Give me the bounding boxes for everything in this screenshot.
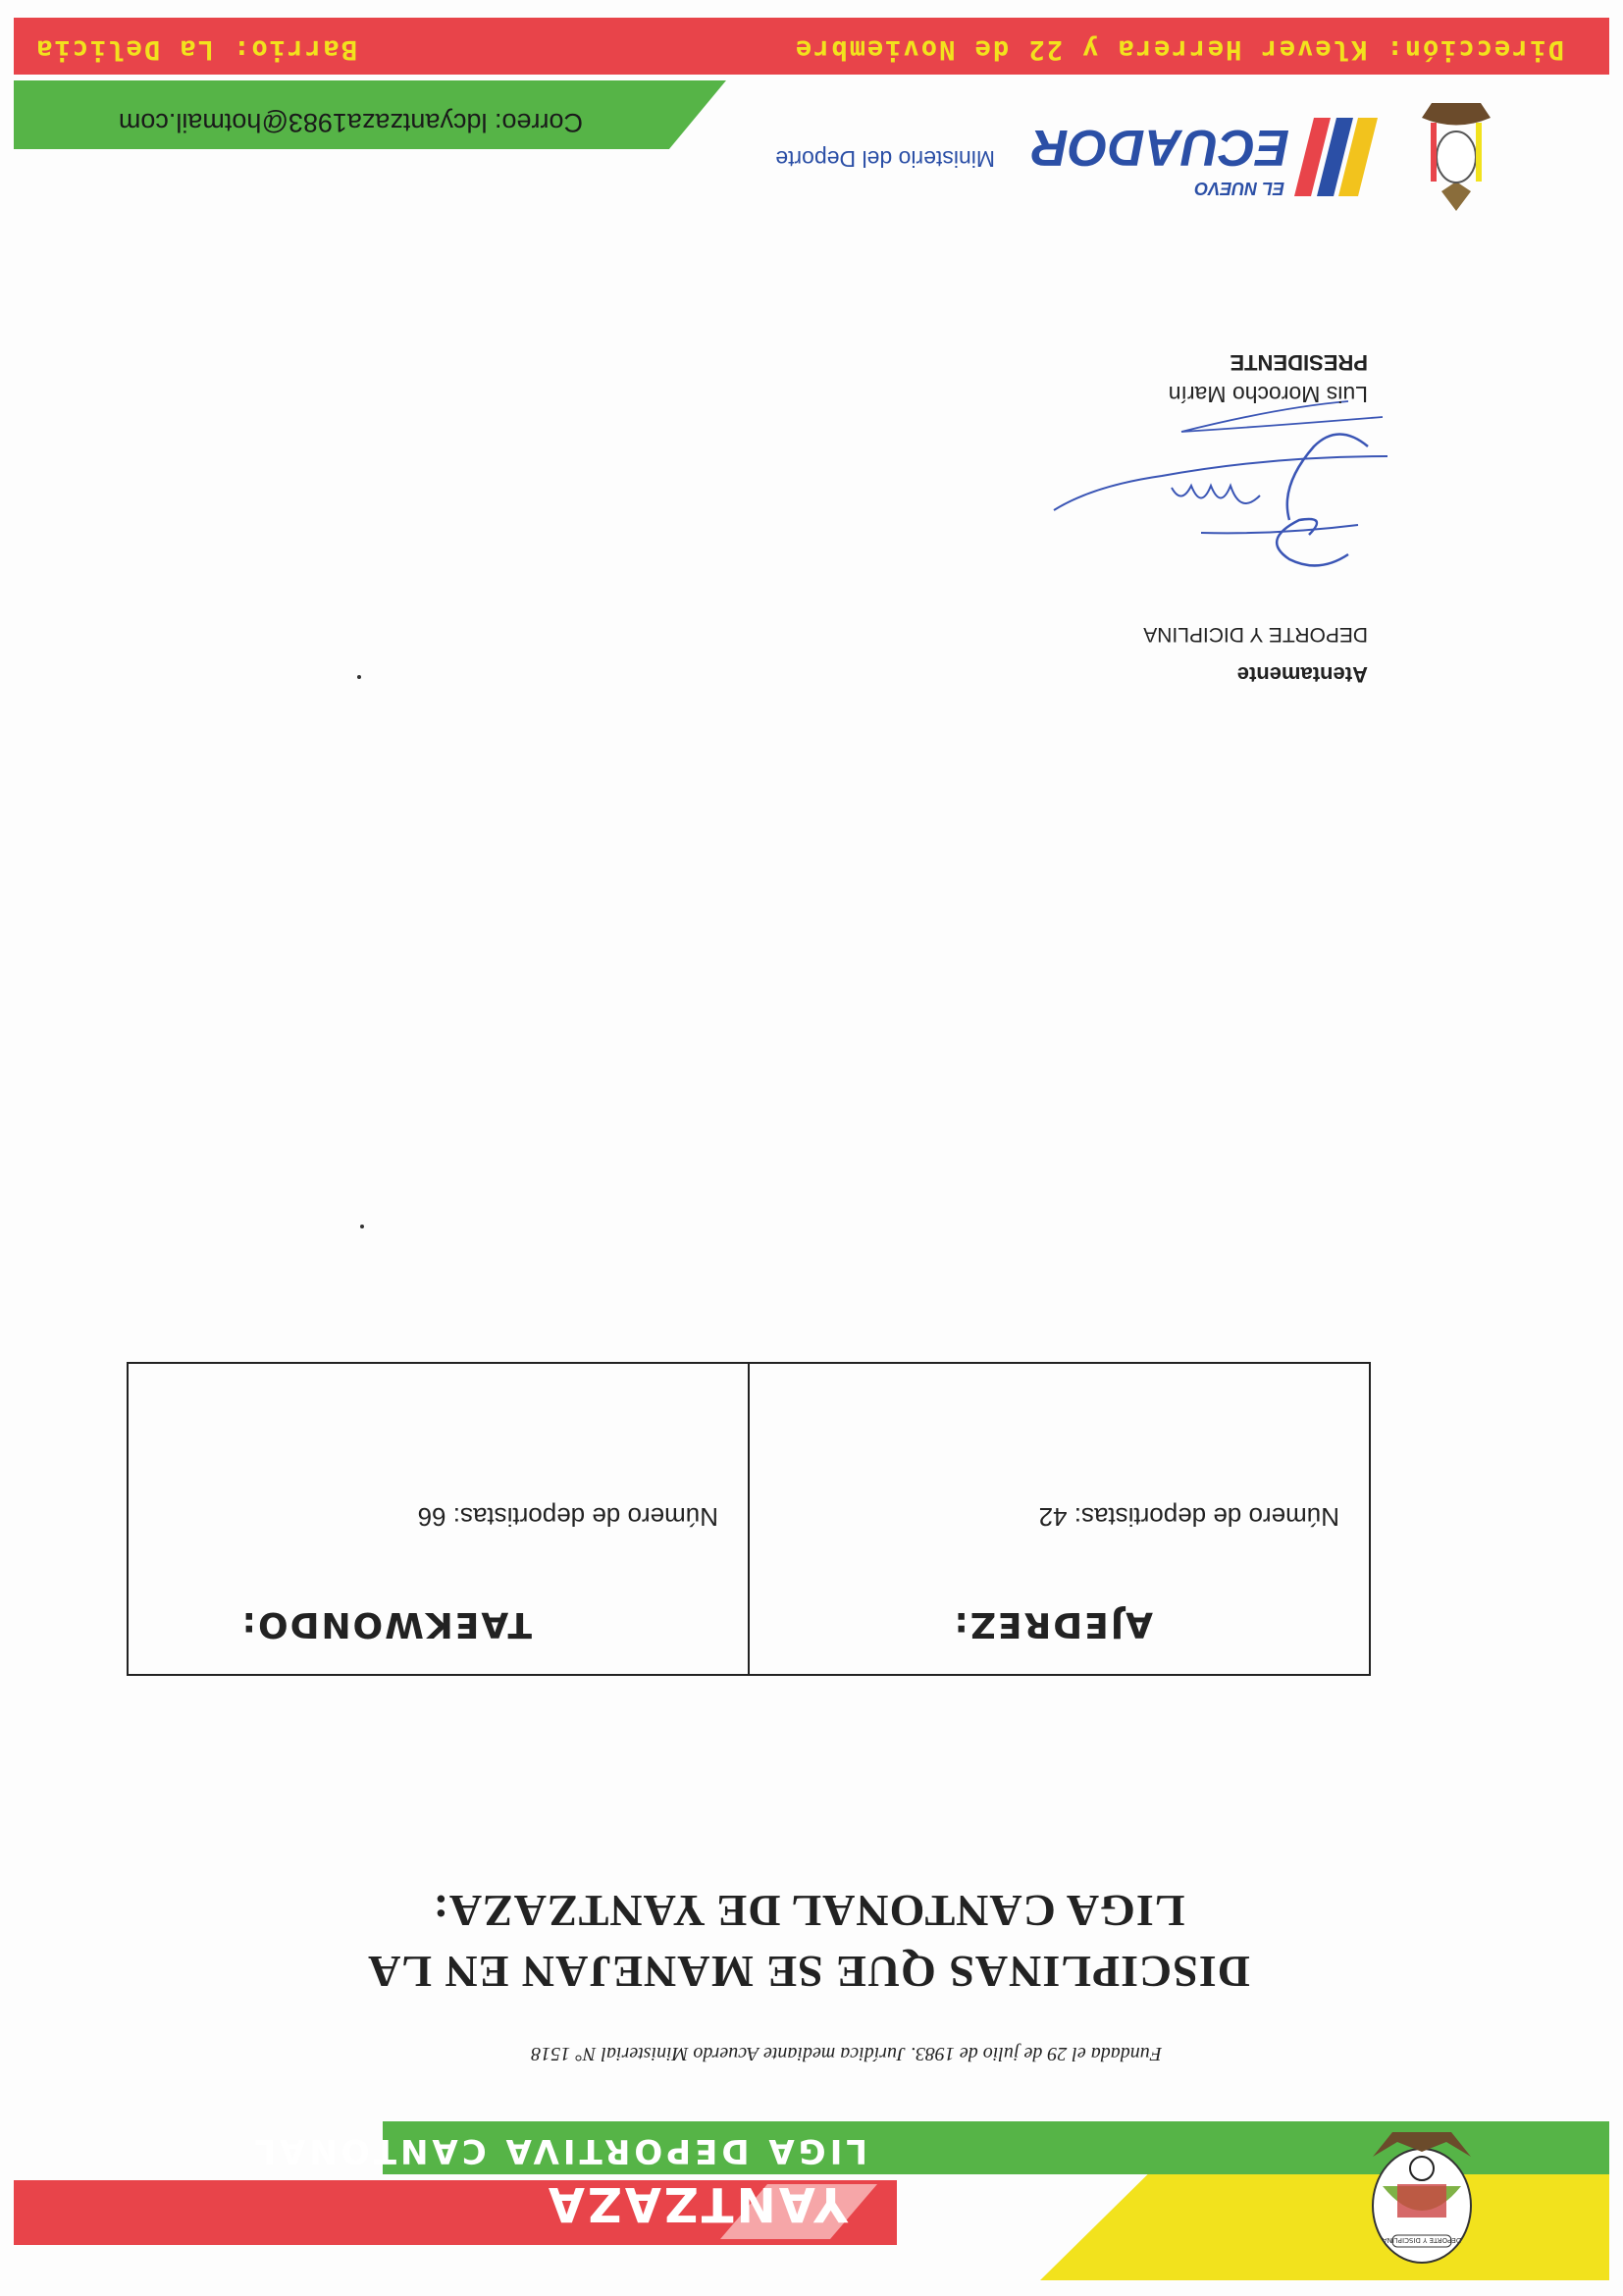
signer-name: Luis Morocho Marín [1168,382,1368,407]
discipline-name: AJEDREZ: [952,1604,1153,1644]
document-title-line2: LIGA CANTONAL DE YANTZAZA: [432,1886,1185,1936]
document-title-line1: DISCIPLINAS QUE SE MANEJAN EN LA [367,1947,1250,1997]
foundation-note: Fundada el 29 de julio de 1983. Jurídica mediante Acuerdo Ministerial N° 1518 [531,2043,1162,2064]
footer-neighborhood: Barrio: La Delicia [34,34,357,65]
logo-main-text: ECUADOR [1031,119,1289,176]
scan-speck [360,1225,364,1228]
discipline-name: TAEKWONDO: [239,1604,532,1644]
liga-emblem-icon [1358,2127,1486,2274]
emblem-text: DEPORTE Y DISCIPLINA [1382,2236,1462,2244]
discipline-count: Número de deportistas: 42 [1038,1502,1339,1532]
footer-email: Correo: ldcyantzaza1983@hotmail.com [118,108,583,137]
document-title [288,1880,1329,2002]
header-subtitle: LIGA DEPORTIVA CANTONAL [250,2131,867,2170]
coat-of-arms-icon [1417,98,1495,221]
ministry-text: Ministerio del Deporte [775,146,995,172]
discipline-count: Número de deportistas: 66 [417,1502,718,1532]
signer-role: PRESIDENTE [1230,350,1368,375]
handwritten-signature [1044,397,1407,594]
header-title: YANTZAZA [545,2176,848,2231]
motto-text: DEPORTE Y DICIPLINA [1143,623,1368,646]
closing-text: Atentamente [1236,662,1368,687]
logo-small-text: EL NUEVO [1194,179,1284,198]
scan-speck [357,675,361,679]
el-nuevo-ecuador-logo [1031,108,1387,206]
discipline-cell-ajedrez [750,1364,1369,1674]
footer-address: Dirección: Klever Herrera y 22 de Noviembre [794,34,1564,65]
disciplines-table [127,1362,1371,1676]
discipline-cell-taekwondo [129,1364,750,1674]
